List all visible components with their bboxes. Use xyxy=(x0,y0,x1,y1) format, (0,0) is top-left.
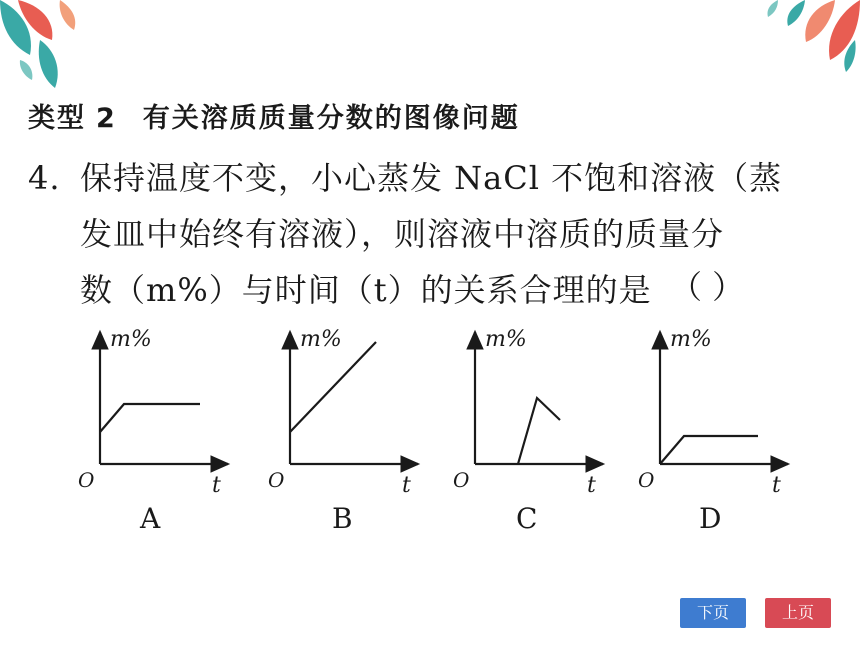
graph-c-x-label: t xyxy=(587,473,596,498)
graph-b-origin: O xyxy=(268,468,285,492)
graph-d-x-label: t xyxy=(772,473,781,498)
graph-a-x-label: t xyxy=(212,473,221,498)
option-graphs xyxy=(0,320,860,550)
graph-b-y-label: m% xyxy=(300,327,342,352)
question-line-2: 发皿中始终有溶液），则溶液中溶质的质量分 xyxy=(80,215,725,253)
next-page-button[interactable]: 下页 xyxy=(680,598,746,628)
graph-a-option: A xyxy=(140,502,161,535)
graph-d-y-label: m% xyxy=(670,327,712,352)
graph-b-x-label: t xyxy=(402,473,411,498)
prev-page-button[interactable]: 上页 xyxy=(765,598,831,628)
graph-b-option: B xyxy=(332,502,353,535)
graph-c-option: C xyxy=(516,502,538,535)
section-heading xyxy=(28,96,520,135)
graph-c-y-label: m% xyxy=(485,327,527,352)
question-line-1: 保持温度不变，小心蒸发 NaCl 不饱和溶液（蒸 xyxy=(80,159,783,197)
graph-b-curve xyxy=(290,342,376,432)
graph-a-curve xyxy=(100,404,200,432)
graph-d-option: D xyxy=(699,502,722,535)
graph-c-curve xyxy=(518,398,560,464)
graph-d-curve xyxy=(660,436,758,464)
answer-blank: （ ） xyxy=(670,268,745,306)
heading-number: 2 xyxy=(96,103,117,134)
graph-d-origin: O xyxy=(638,468,655,492)
heading-text: 有关溶质质量分数的图像问题 xyxy=(142,103,520,134)
graph-c-origin: O xyxy=(453,468,470,492)
leaf-decoration-left xyxy=(0,0,110,95)
heading-label: 类型 xyxy=(28,103,86,134)
question-number: 4. xyxy=(28,159,61,197)
leaf-decoration-right xyxy=(730,0,860,75)
question-line-3: 数（m%）与时间（t）的关系合理的是 xyxy=(80,271,652,309)
graph-a-origin: O xyxy=(78,468,95,492)
graph-a-y-label: m% xyxy=(110,327,152,352)
